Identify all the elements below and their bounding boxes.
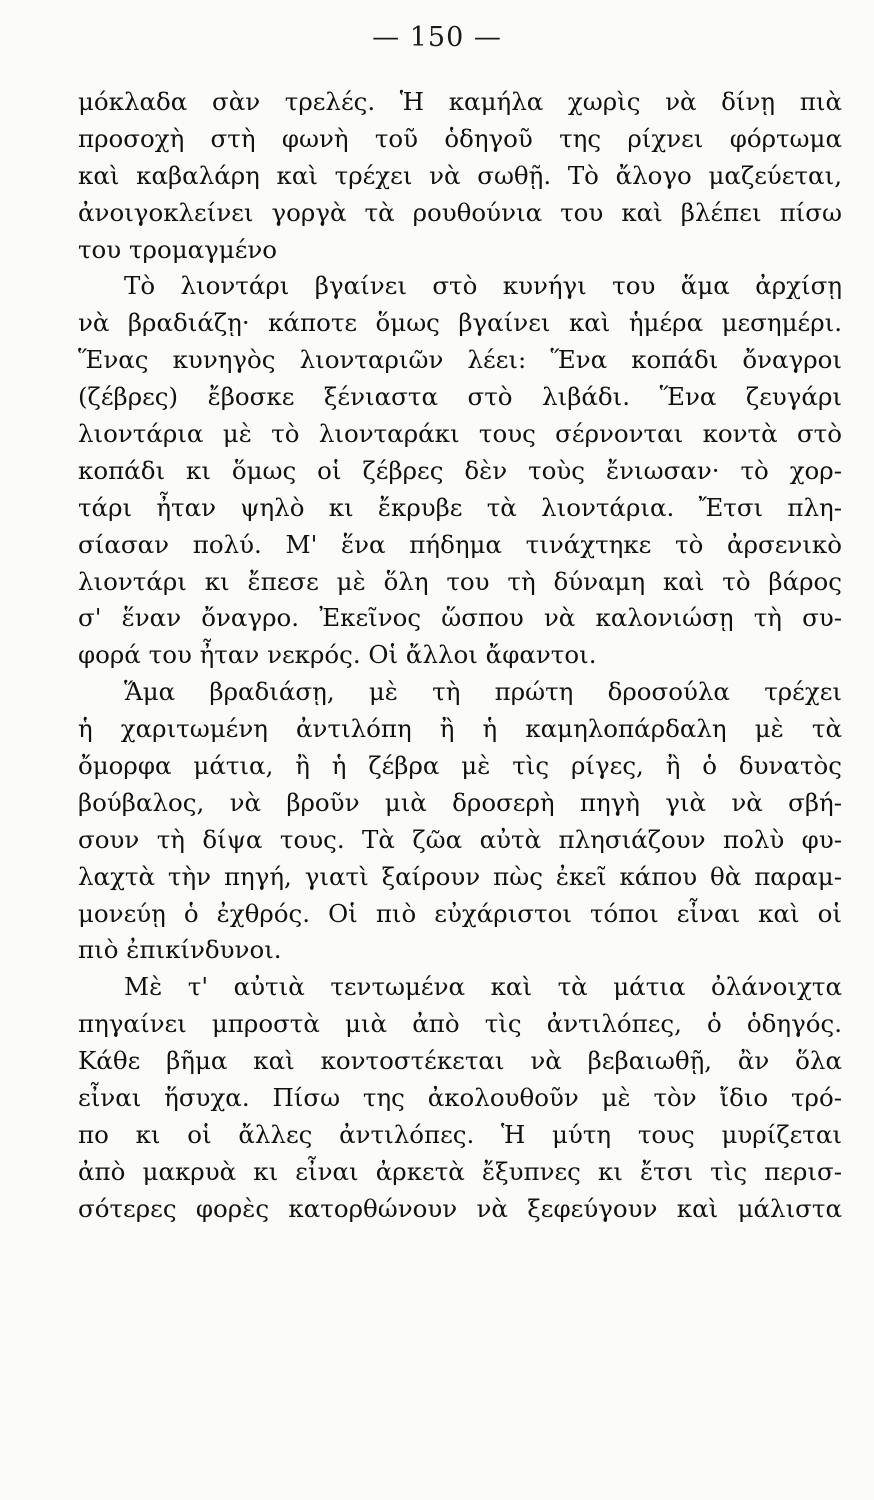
text-line: πηγαίνει μπροστὰ μιὰ ἀπὸ τὶς ἀντιλόπες, ὁ ὁδηγός.: [78, 1009, 842, 1039]
text-line: ἀπὸ μακρυὰ κι εἶναι ἀρκετὰ ἔξυπνες κι ἔτσι τὶς περισ-: [78, 1156, 842, 1186]
text-line: σότερες φορὲς κατορθώνουν νὰ ξεφεύγουν καὶ μάλιστα: [78, 1193, 842, 1223]
text-line: τάρι ἦταν ψηλὸ κι ἔκρυβε τὰ λιοντάρια. Ἔτσι πλη-: [78, 492, 842, 522]
text-line: Κάθε βῆμα καὶ κοντοστέκεται νὰ βεβαιωθῇ, ἂν ὅλα: [78, 1046, 842, 1076]
text-line: φορά του ἦταν νεκρός. Οἱ ἄλλοι ἄφαντοι.: [78, 640, 597, 670]
text-line: μονεύῃ ὁ ἐχθρός. Οἱ πιὸ εὐχάριστοι τόποι εἶναι καὶ οἱ: [78, 898, 842, 928]
text-line: βούβαλος, νὰ βροῦν μιὰ δροσερὴ πηγὴ γιὰ νὰ σβή-: [78, 787, 842, 817]
page-number: — 150 —: [372, 22, 502, 53]
text-line: νὰ βραδιάζῃ· κάποτε ὅμως βγαίνει καὶ ἡμέρα μεσημέρι.: [78, 308, 842, 338]
text-line: πο κι οἱ ἄλλες ἀντιλόπες. Ἡ μύτη τους μυρίζεται: [78, 1119, 842, 1149]
text-line: σουν τὴ δίψα τους. Τὰ ζῶα αὐτὰ πλησιάζουν πολὺ φυ-: [78, 824, 842, 854]
text-line: Ἕνας κυνηγὸς λιονταριῶν λέει: Ἕνα κοπάδι ὄναγροι: [78, 345, 842, 375]
text-line: καὶ καβαλάρη καὶ τρέχει νὰ σωθῇ. Τὸ ἄλογο μαζεύεται,: [78, 160, 842, 190]
text-line: προσοχὴ στὴ φωνὴ τοῦ ὁδηγοῦ της ρίχνει φόρτωμα: [78, 123, 842, 153]
text-line: (ζέβρες) ἔβοσκε ξένιαστα στὸ λιβάδι. Ἕνα ζευγάρι: [78, 382, 842, 412]
text-line: ὄμορφα μάτια, ἢ ἡ ζέβρα μὲ τὶς ρίγες, ἢ ὁ δυνατὸς: [78, 751, 842, 781]
text-line: πιὸ ἐπικίνδυνοι.: [78, 935, 282, 965]
text-line: κοπάδι κι ὅμως οἱ ζέβρες δὲν τοὺς ἔνιωσαν· τὸ χορ-: [78, 455, 842, 485]
text-line: Μὲ τ' αὐτιὰ τεντωμένα καὶ τὰ μάτια ὀλάνοιχτα: [124, 972, 842, 1002]
text-line: σίασαν πολύ. Μ' ἕνα πήδημα τινάχτηκε τὸ ἀρσενικὸ: [78, 529, 842, 559]
text-line: ἀνοιγοκλείνει γοργὰ τὰ ρουθούνια του καὶ βλέπει πίσω: [78, 197, 842, 227]
text-line: ἡ χαριτωμένη ἀντιλόπη ἢ ἡ καμηλοπάρδαλη μὲ τὰ: [78, 714, 842, 744]
text-line: εἶναι ἥσυχα. Πίσω της ἀκολουθοῦν μὲ τὸν ἴδιο τρό-: [78, 1083, 842, 1113]
text-line: του τρομαγμένο: [78, 234, 278, 264]
body-text: [78, 84, 842, 1228]
text-line: μόκλαδα σὰν τρελές. Ἡ καμήλα χωρὶς νὰ δίνῃ πιὰ: [78, 87, 842, 116]
text-line: λιοντάρι κι ἔπεσε μὲ ὅλη του τὴ δύναμη καὶ τὸ βάρος: [78, 566, 842, 596]
text-line: λαχτὰ τὴν πηγή, γιατὶ ξαίρουν πὼς ἐκεῖ κάπου θὰ παραμ-: [78, 861, 842, 891]
text-line: Τὸ λιοντάρι βγαίνει στὸ κυνήγι του ἅμα ἀρχίσῃ: [124, 271, 842, 301]
text-line: Ἅμα βραδιάσῃ, μὲ τὴ πρώτη δροσούλα τρέχει: [124, 677, 842, 707]
text-line: σ' ἕναν ὄναγρο. Ἐκεῖνος ὥσπου νὰ καλονιώσῃ τὴ συ-: [78, 603, 842, 633]
text-line: λιοντάρια μὲ τὸ λιονταράκι τους σέρνονται κοντὰ στὸ: [78, 419, 842, 449]
